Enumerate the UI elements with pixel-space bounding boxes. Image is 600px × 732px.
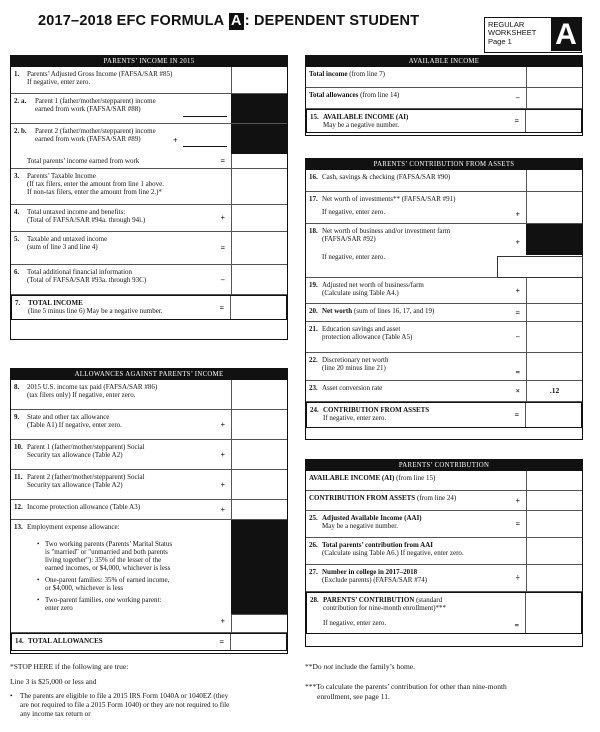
page-title <box>38 13 419 30</box>
line-9-row <box>11 410 287 440</box>
equals-sign: = <box>514 116 519 126</box>
line-label: CONTRIBUTION FROM ASSETS (from line 24) <box>309 494 457 502</box>
equals-sign: = <box>515 367 520 377</box>
line-label: Parent 2 (father/mother/stepparent) income earned from work (FAFSA/SAR #89) <box>35 127 156 144</box>
line-label: Asset conversion rate <box>322 384 383 392</box>
line-14-row <box>11 633 287 651</box>
line-label: Cash, savings & checking (FAFSA/SAR #90) <box>322 173 451 181</box>
total-earned-row <box>11 154 287 169</box>
condition-text: Line 3 is $25,000 or less and <box>10 676 97 686</box>
minus-sign: − <box>515 332 520 342</box>
plus-sign: + <box>515 495 520 505</box>
line-number: 6. <box>14 268 20 276</box>
enrollment-note-cont: enrollment, see page 11. <box>317 691 390 701</box>
amount-input[interactable] <box>231 614 287 632</box>
line-4-row <box>11 205 287 232</box>
amount-input[interactable] <box>526 192 582 223</box>
amount-input[interactable] <box>526 471 582 490</box>
line-label: Net worth of business and/or investment farm (FAFSA/SAR #92) If negative, enter zero. <box>322 227 451 262</box>
line-label: Parent 1 (father/mother/stepparent) income earned from work (FAFSA/SAR #88) <box>35 97 156 114</box>
title-prefix: 2017–2018 EFC FORMULA <box>38 13 229 29</box>
equals-sign: = <box>515 519 520 529</box>
worksheet-label <box>488 21 536 46</box>
amount-input[interactable] <box>526 88 582 108</box>
line-label: Adjusted Available Income (AAI) May be a negative number. <box>322 514 422 531</box>
amount-input[interactable] <box>525 110 581 132</box>
line-label: TOTAL INCOME (line 5 minus line 6) May be a negative number. <box>28 299 163 316</box>
worksheet-badge <box>484 17 582 53</box>
parents-contribution-section <box>305 459 583 647</box>
plus-sign: + <box>220 213 225 223</box>
plus-sign: + <box>220 419 225 429</box>
line-number: 12. <box>14 503 23 511</box>
line-number: 17. <box>309 195 318 203</box>
line-number: 8. <box>14 383 20 391</box>
amount-input[interactable] <box>231 265 287 294</box>
amount-input[interactable] <box>231 232 287 264</box>
parents-income-section <box>10 55 288 340</box>
line-16-row <box>306 170 582 192</box>
minus-sign: − <box>220 274 225 284</box>
line-label: TOTAL ALLOWANCES <box>28 637 103 645</box>
equals-sign: = <box>515 307 520 317</box>
section-heading: AVAILABLE INCOME <box>306 56 582 67</box>
line-number: 27. <box>309 568 318 576</box>
minus-sign: − <box>515 93 520 103</box>
line-label: 2015 U.S. income tax paid (FAFSA/SAR #86) (tax filers only) If negative, enter zero. <box>27 383 158 400</box>
line-8-row <box>11 380 287 410</box>
line-label: Net worth (sum of lines 16, 17, and 19) <box>322 307 435 315</box>
bullet-list <box>37 540 222 612</box>
line-number: 22. <box>309 356 318 364</box>
amount-input[interactable] <box>526 353 582 380</box>
line-label: Adjusted net worth of business/farm (Calculate using Table A4.) <box>322 281 424 298</box>
page-header <box>0 0 600 50</box>
line-label: Employment expense allowance: <box>27 523 120 531</box>
line-label: Total additional financial information (Total of FAFSA/SAR #93a. through 93C) <box>27 268 147 285</box>
line-22-row <box>306 353 582 381</box>
line-26-row <box>306 538 582 565</box>
line-number: 1. <box>14 70 20 78</box>
line-number: 23. <box>309 384 318 392</box>
line-number: 10. <box>14 443 23 451</box>
plus-sign: + <box>515 209 520 219</box>
line-label: Income protection allowance (Table A3) <box>27 503 141 511</box>
title-suffix: : DEPENDENT STUDENT <box>244 13 420 29</box>
amount-input[interactable] <box>231 154 287 168</box>
amount-input[interactable] <box>231 169 287 204</box>
line-19-row <box>306 278 582 304</box>
stop-note <box>10 662 295 720</box>
line-label: Parents’ Taxable Income (If tax filers, enter the amount from line 1 above. If non-tax filers, enter the amount from line 2.)* <box>27 172 165 197</box>
plus-sign: + <box>173 136 178 145</box>
amount-input[interactable] <box>526 511 582 537</box>
line-label: AVAILABLE INCOME (AI) (from line 15) <box>309 474 436 482</box>
line-number: 9. <box>14 413 20 421</box>
line-label: Taxable and untaxed income (sum of line 3 and line 4) <box>27 235 108 252</box>
equals-sign: = <box>220 243 225 253</box>
plus-sign: + <box>220 479 225 489</box>
line-18-row <box>306 224 582 278</box>
line-number: 20. <box>309 307 318 315</box>
line-label: Discretionary net worth (line 20 minus line 21) <box>322 356 389 373</box>
conversion-rate-value: .12 <box>526 381 582 401</box>
amount-field-2b[interactable] <box>183 146 227 147</box>
equals-sign: = <box>219 637 224 647</box>
amount-input[interactable] <box>526 278 582 303</box>
amount-input[interactable] <box>231 67 287 93</box>
line-label: Education savings and asset protection allowance (Table A5) <box>322 325 413 342</box>
line-label: Total parents’ income earned from work <box>27 157 140 165</box>
total-allowances-row <box>306 88 582 109</box>
enrollment-note: ***To calculate the parents’ contribution for other than nine-month <box>305 681 507 691</box>
amount-input[interactable] <box>526 304 582 321</box>
line-number: 19. <box>309 281 318 289</box>
plus-sign: + <box>220 504 225 514</box>
equals-sign: = <box>220 156 225 166</box>
bullet-item: • Two working parents (Parents’ Marital Status is "married" or "unmarried and both parents living together"): 35% of the lesser of the earned incomes, or $4,000, whichever is less <box>37 540 173 573</box>
line-label: CONTRIBUTION FROM ASSETS If negative, enter zero. <box>323 406 430 423</box>
worksheet-line-2: WORKSHEET <box>488 28 537 38</box>
amount-input[interactable] <box>231 470 287 499</box>
line-label: PARENTS’ CONTRIBUTION (standard contribution for nine-month enrollment)*** If negative, enter zero. <box>323 596 447 628</box>
line-number: 3. <box>14 172 20 180</box>
line-label: Net worth of investments** (FAFSA/SAR #91) If negative, enter zero. <box>322 195 456 217</box>
amount-input[interactable] <box>525 593 581 633</box>
multiply-sign: × <box>515 386 520 396</box>
amount-input[interactable] <box>231 410 287 439</box>
line-number: 28. <box>310 596 319 604</box>
amount-input[interactable] <box>231 205 287 231</box>
plus-sign: + <box>515 285 520 295</box>
line-number: 2. b. <box>14 127 27 135</box>
amount-input[interactable] <box>231 380 287 409</box>
amount-field-2a[interactable] <box>183 116 227 117</box>
divide-sign: ÷ <box>515 573 520 583</box>
cfa-row <box>306 491 582 511</box>
bullet-item: • Two-parent families, one working parent: enter zero <box>37 596 162 613</box>
line-number: 16. <box>309 173 318 181</box>
line-number: 25. <box>309 514 318 522</box>
line-1-row <box>11 67 287 94</box>
line-12-row <box>11 500 287 520</box>
line-label: Parents’ Adjusted Gross Income (FAFSA/SAR #85) If negative, enter zero. <box>27 70 173 87</box>
amount-input[interactable] <box>526 322 582 352</box>
shaded-cell <box>231 520 287 614</box>
line-25-row <box>306 511 582 538</box>
shaded-cell <box>231 124 287 154</box>
line-number: 4. <box>14 208 20 216</box>
section-heading: ALLOWANCES AGAINST PARENTS’ INCOME <box>11 369 287 380</box>
assets-section <box>305 158 583 440</box>
amount-input[interactable] <box>497 256 583 278</box>
plus-sign: + <box>220 616 225 626</box>
amount-input[interactable] <box>525 403 581 427</box>
line-number: 7. <box>15 299 21 307</box>
line-label: Total parents’ contribution from AAI (Calculate using Table A6.) If negative, enter zero. <box>322 541 464 558</box>
line-5-row <box>11 232 287 265</box>
line-number: 5. <box>14 235 20 243</box>
amount-input[interactable] <box>230 296 286 319</box>
line-20-row <box>306 304 582 322</box>
line-number: 11. <box>14 473 23 481</box>
line-21-row <box>306 322 582 353</box>
right-footnotes <box>305 662 595 701</box>
equals-sign: = <box>514 620 519 630</box>
line-label: Parent 1 (father/mother/stepparent) Social Security tax allowance (Table A2) <box>27 443 145 460</box>
line-number: 2. a. <box>14 97 27 105</box>
line-15-row <box>306 109 582 133</box>
total-income-row <box>306 67 582 88</box>
line-3-row <box>11 169 287 205</box>
amount-input[interactable] <box>526 491 582 510</box>
home-note: **Do not include the family’s home. <box>305 662 415 671</box>
amount-input[interactable] <box>230 634 286 650</box>
line-label: Total income (from line 7) <box>309 70 385 78</box>
line-24-row <box>306 402 582 428</box>
shaded-cell <box>526 224 582 255</box>
line-label: AVAILABLE INCOME (AI) May be a negative number. <box>323 113 409 130</box>
plus-sign: + <box>220 449 225 459</box>
amount-input[interactable] <box>231 500 287 519</box>
amount-input[interactable] <box>526 565 582 591</box>
equals-sign: = <box>514 410 519 420</box>
line-7-row <box>11 295 287 320</box>
equals-sign: = <box>219 302 224 312</box>
line-label: Number in college in 2017–2018 (Exclude parents) (FAFSA/SAR #74) <box>322 568 428 585</box>
line-label: Total allowances (from line 14) <box>309 91 400 99</box>
line-11-row <box>11 470 287 500</box>
section-heading: PARENTS’ CONTRIBUTION FROM ASSETS <box>306 159 582 170</box>
line-2b-row <box>11 124 287 154</box>
line-10-row <box>11 440 287 470</box>
line-label: Total untaxed income and benefits: (Total of FAFSA/SAR #94a. through 94i.) <box>27 208 146 225</box>
amount-input[interactable] <box>526 170 582 191</box>
amount-input[interactable] <box>231 440 287 469</box>
line-2a-row <box>11 94 287 124</box>
ai-row <box>306 471 582 491</box>
line-23-row <box>306 381 582 402</box>
line-17-row <box>306 192 582 224</box>
section-heading: PARENTS’ INCOME IN 2015 <box>11 56 287 67</box>
title-letter: A <box>231 13 242 29</box>
amount-input[interactable] <box>526 67 582 87</box>
available-income-section <box>305 55 583 136</box>
line-13-row <box>11 520 287 633</box>
amount-input[interactable] <box>526 538 582 564</box>
line-27-row <box>306 565 582 592</box>
line-number: 13. <box>14 523 23 531</box>
line-number: 18. <box>309 227 318 235</box>
allowances-section <box>10 368 288 654</box>
line-number: 24. <box>310 406 319 414</box>
line-6-row <box>11 265 287 295</box>
worksheet-line-3: Page 1 <box>488 36 512 46</box>
condition-bullet: • The parents are eligible to file a 2015 IRS Form 1040A or 1040EZ (they are not required to file a 2015 Form 1040) or they are not required to file any income tax return or <box>10 691 230 719</box>
line-number: 14. <box>15 637 24 645</box>
line-number: 21. <box>309 325 318 333</box>
shaded-cell <box>231 94 287 123</box>
stop-text: *STOP HERE if the following are true: <box>10 662 129 671</box>
line-label: State and other tax allowance (Table A1) If negative, enter zero. <box>27 413 122 430</box>
worksheet-letter: A <box>551 18 581 51</box>
section-heading: PARENTS’ CONTRIBUTION <box>306 460 582 471</box>
plus-sign: + <box>515 238 520 247</box>
bullet-item: • One-parent families: 35% of earned income, or $4,000, whichever is less <box>37 576 170 593</box>
line-label: Parent 2 (father/mother/stepparent) Social Security tax allowance (Table A2) <box>27 473 145 490</box>
worksheet-line-1: REGULAR <box>488 20 525 29</box>
line-28-row <box>306 592 582 634</box>
line-number: 15. <box>310 113 319 121</box>
line-number: 26. <box>309 541 318 549</box>
